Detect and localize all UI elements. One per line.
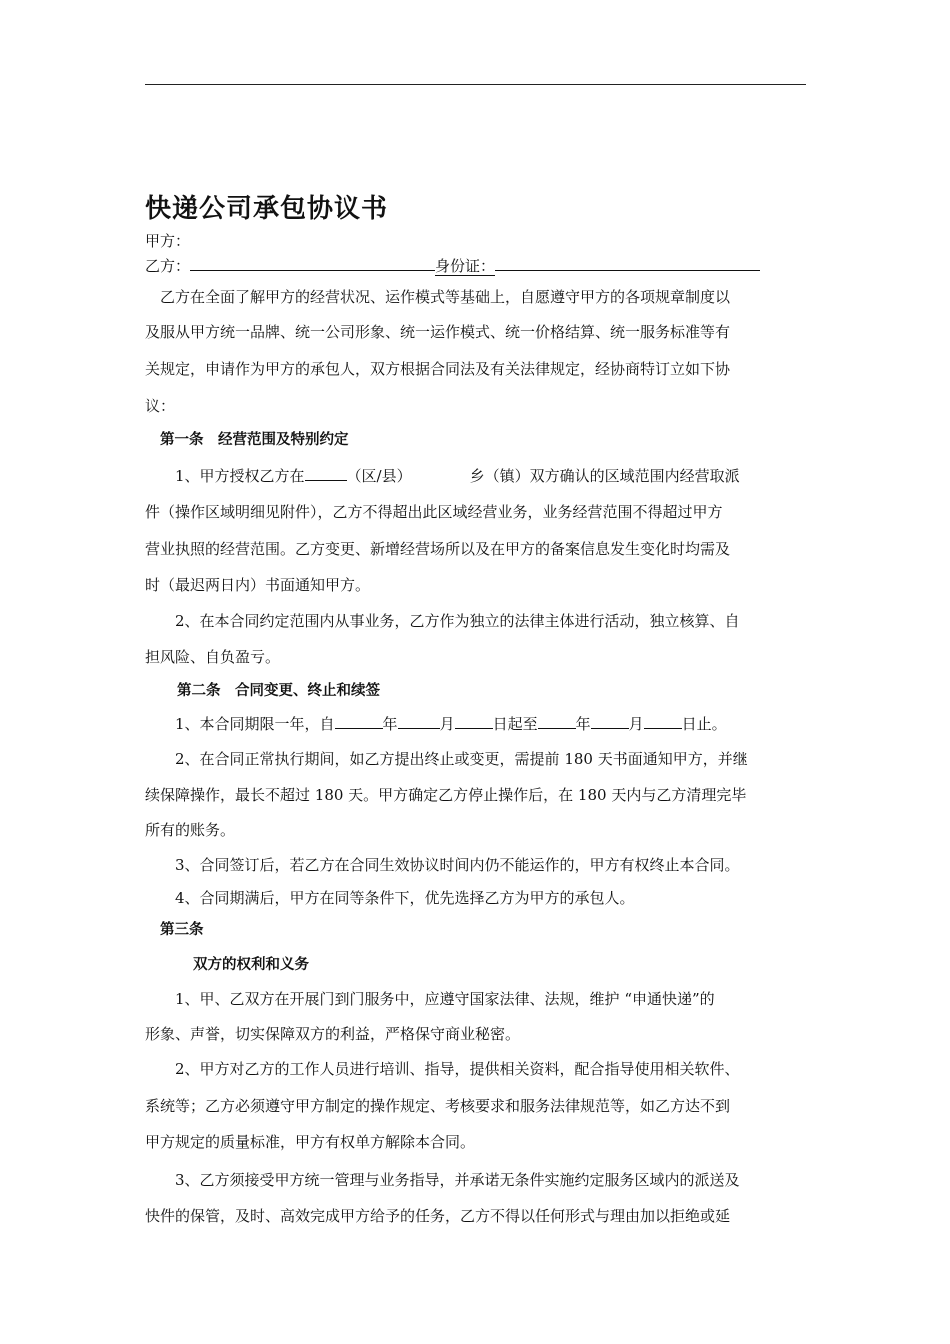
art1-p1-line-3: 营业执照的经营范围。乙方变更、新增经营场所以及在甲方的备案信息发生变化时均需及 — [145, 540, 731, 558]
start-day-blank[interactable] — [455, 714, 493, 729]
article-2-heading: 第二条 合同变更、终止和续签 — [177, 683, 380, 699]
art2-term-line: 1、本合同期限一年，自 年 月 日起至 年 月 日止。 — [175, 715, 727, 733]
district-blank[interactable] — [305, 466, 347, 481]
art1-p1-line-2: 件（操作区域明细见附件），乙方不得超出此区域经营业务，业务经营范围不得超过甲方 — [145, 503, 723, 521]
party-b-line — [145, 256, 810, 276]
art2-p2-line-3: 所有的账务。 — [145, 821, 236, 839]
art2-p2-line-1: 2、在合同正常执行期间，如乙方提出终止或变更，需提前 180 天书面通知甲方，并继 — [175, 750, 748, 768]
art3-p1-line-1: 1、甲、乙双方在开展门到门服务中，应遵守国家法律、法规，维护 “申通快递”的 — [175, 990, 715, 1008]
party-a-label: 甲方： — [145, 232, 191, 250]
art1-p1-line-4: 时（最迟两日内）书面通知甲方。 — [145, 576, 371, 594]
article-3-subheading: 双方的权利和义务 — [193, 957, 309, 973]
document-title: 快递公司承包协议书 — [145, 194, 389, 224]
art2-p2-line-2: 续保障操作，最长不超过 180 天。甲方确定乙方停止操作后，在 180 天内与乙方清理完毕 — [145, 786, 747, 804]
end-year-blank[interactable] — [538, 714, 576, 729]
art3-p1-line-2: 形象、声誉，切实保障双方的利益，严格保守商业秘密。 — [145, 1025, 521, 1043]
art3-p3-line-1: 3、乙方须接受甲方统一管理与业务指导，并承诺无条件实施约定服务区域内的派送及 — [175, 1171, 740, 1189]
party-a-line — [145, 231, 810, 251]
start-year-blank[interactable] — [335, 714, 383, 729]
party-b-label: 乙方： — [145, 257, 191, 275]
art3-p2-line-3: 甲方规定的质量标准，甲方有权单方解除本合同。 — [145, 1133, 476, 1151]
end-month-blank[interactable] — [591, 714, 629, 729]
art3-p2-line-2: 系统等；乙方必须遵守甲方制定的操作规定、考核要求和服务法律规范等，如乙方达不到 — [145, 1097, 731, 1115]
article-3-heading: 第三条 — [160, 922, 204, 938]
intro-line-4: 议： — [145, 397, 176, 415]
article-1-heading: 第一条 经营范围及特别约定 — [160, 432, 349, 448]
intro-line-2: 及服从甲方统一品牌、统一公司形象、统一运作模式、统一价格结算、统一服务标准等有 — [145, 323, 731, 341]
party-b-name-blank[interactable] — [190, 256, 435, 271]
art3-p3-line-2: 快件的保管，及时、高效完成甲方给予的任务，乙方不得以任何形式与理由加以拒绝或延 — [145, 1207, 731, 1225]
intro-line-3: 关规定，申请作为甲方的承包人，双方根据合同法及有关法律规定，经协商特订立如下协 — [145, 360, 731, 378]
art2-p3: 3、合同签订后，若乙方在合同生效协议时间内仍不能运作的，甲方有权终止本合同。 — [175, 856, 740, 874]
id-label: 身份证： — [435, 257, 496, 275]
art2-p4: 4、合同期满后，甲方在同等条件下，优先选择乙方为甲方的承包人。 — [175, 889, 635, 907]
art1-p2-line-1: 2、在本合同约定范围内从事业务，乙方作为独立的法律主体进行活动，独立核算、自 — [175, 612, 740, 630]
id-number-blank[interactable] — [495, 256, 760, 271]
start-month-blank[interactable] — [398, 714, 440, 729]
art1-p2-line-2: 担风险、自负盈亏。 — [145, 648, 281, 666]
art1-p1-line-1: 1、甲方授权乙方在 （区/县） 乡（镇）双方确认的区域范围内经营取派 — [175, 467, 740, 485]
art3-p2-line-1: 2、甲方对乙方的工作人员进行培训、指导，提供相关资料，配合指导使用相关软件、 — [175, 1060, 740, 1078]
end-day-blank[interactable] — [644, 714, 682, 729]
intro-line-1: 乙方在全面了解甲方的经营状况、运作模式等基础上，自愿遵守甲方的各项规章制度以 — [160, 288, 731, 306]
header-rule — [145, 84, 806, 85]
